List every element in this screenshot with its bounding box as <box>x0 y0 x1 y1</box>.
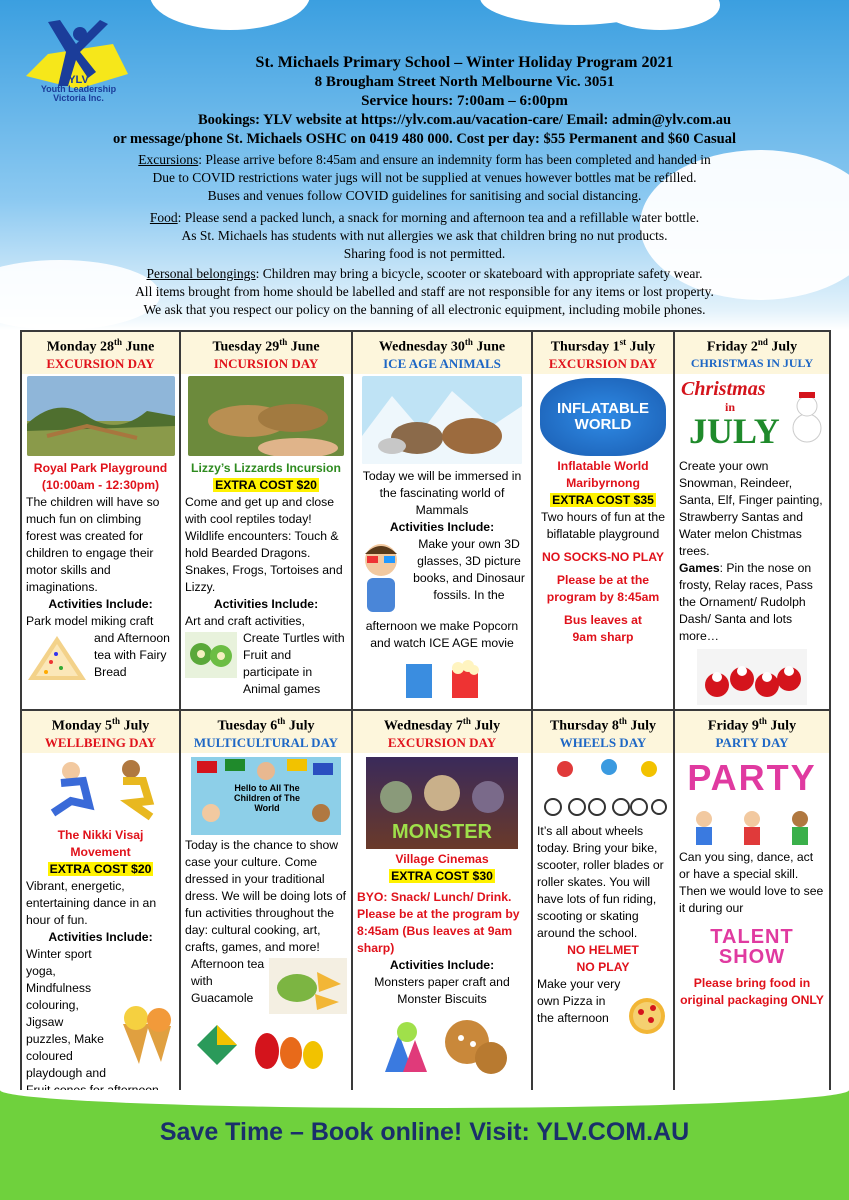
inflatable-world-logo: INFLATABLE WORLD <box>540 378 666 456</box>
footer-wave <box>0 1090 849 1108</box>
christmas-in-july-banner: Christmas in JULY <box>681 378 823 456</box>
day-cell-monday-5: Monday 5th July WELLBEING DAY The Nikki Visaj Movement EXTRA COST $20 Vibrant, energetic, entertaining dance in an hour of fun. Activities Include: Winter sport yoga, Mindfulness colouring, Jigsaw puzzles, Make coloured playdough and <box>21 710 180 1117</box>
bookings-line-2: or message/phone St. Michaels OSHC on 0419 480 000. Cost per day: $55 Permanent and $60 Casual <box>113 131 736 147</box>
guacamole-photo <box>269 958 347 1014</box>
day-header: Tuesday 6th July MULTICULTURAL DAY <box>181 711 351 753</box>
day-header: Friday 9th July PARTY DAY <box>675 711 829 753</box>
monster-crafts-photo <box>367 1012 517 1078</box>
snowman-icon <box>791 392 823 444</box>
monster-family-poster: MONSTER <box>366 757 518 849</box>
popcorn-soda-icon <box>392 656 492 702</box>
day-header: Monday 28th June EXCURSION DAY <box>22 332 179 374</box>
talent-show-logo: TALENT SHOW <box>710 925 794 968</box>
food-note: Food: Please send a packed lunch, a snack for morning and afternoon tea and a refillable water bottle. As St. Michaels has students with nut allergies we ask that children bring no nut products. Sharing food is not permitted. <box>149 210 700 261</box>
fairy-bread-icon <box>26 632 88 684</box>
excursions-note: Excursions: Please arrive before 8:45am and ensure an indemnity form has been completed and handed in Due to COVID restrictions water jugs will not be supplied at venues however bottles mat be refilled. Buses and venues follow COVID guidelines for sanitising and social distancing. <box>138 152 711 203</box>
day-header: Thursday 1st July EXCURSION DAY <box>533 332 673 374</box>
address: 8 Brougham Street North Melbourne Vic. 3051 <box>314 74 615 90</box>
day-cell-monday-28: Monday 28th June EXCURSION DAY Royal Park Playground (10:00am - 12:30pm) The children will have so much fun on climbing forest was created for children to engage their motor skills and imaginations. Activities Include: Park model miking craft and Afternoon tea with Fairy Bread <box>21 331 180 710</box>
fruit-cones-icon <box>113 994 175 1064</box>
ice-age-illustration <box>362 376 522 464</box>
book-online-link[interactable]: Save Time – Book online! Visit: YLV.COM.AU <box>159 1118 690 1146</box>
children-of-the-world-picture: Hello to All The Children of The World <box>191 757 341 835</box>
day-header: Thursday 8th July WHEELS DAY <box>533 711 673 753</box>
day-header: Tuesday 29th June INCURSION DAY <box>181 332 351 374</box>
kiwi-turtle-icon <box>185 632 237 678</box>
3d-glasses-kid-icon <box>357 538 405 616</box>
day-cell-wednesday-7: Wednesday 7th July EXCURSION DAY MONSTER Village Cinemas EXTRA COST $30 BYO: Snack/ Lunch/ Drink. Please be at the program by 8:45am (Bus leaves at 9am sharp) Activities Include: Monsters paper craft and Monster Biscuits <box>352 710 532 1117</box>
personal-belongings-note: Personal belongings: Children may bring a bicycle, scooter or skateboard with appropriate safety wear. All items brought from home should be labelled and staff are not responsible for any items or lost property. We ask that you respect our policy on the banning of all electronic equipment, including mobile phones. <box>135 266 714 317</box>
party-banner: PARTY <box>682 757 822 847</box>
day-header: Wednesday 30th June ICE AGE ANIMALS <box>353 332 531 374</box>
kids-on-bikes-illustration <box>539 755 667 819</box>
bearded-dragon-photo <box>188 376 344 456</box>
day-cell-friday-2: Friday 2nd July CHRISTMAS IN JULY Christmas in JULY Create your own Snowman, Reindeer, Santa, Elf, Finger painting, Strawberry Santas and Water melon Chistmas trees. Games: Pin the nose on frosty, Relay races, Pass the Ornament/ Rudolph Dash/ Santa and lots more… <box>674 331 830 710</box>
cloud-decoration <box>600 0 720 30</box>
playground-photo <box>27 376 175 456</box>
footer-banner <box>0 1090 849 1200</box>
program-calendar <box>20 330 831 1118</box>
day-cell-thursday-1: Thursday 1st July EXCURSION DAY INFLATABLE WORLD Inflatable World Maribyrnong EXTRA COST $35 Two hours of fun at the biflatable playground NO SOCKS-NO PLAY Please be at the program by 8:45am Bus leaves at 9am sharp <box>532 331 674 710</box>
day-header: Wednesday 7th July EXCURSION DAY <box>353 711 531 753</box>
cloud-decoration <box>150 0 310 30</box>
multicultural-crafts-icon <box>191 1021 341 1073</box>
day-cell-thursday-8: Thursday 8th July WHEELS DAY It’s all about wheels today. Bring your bike, scooter, roller blades or roller skates. You will have lots of fun riding, scooting or skating around the school. NO HELMET NO PLAY Make your very own Pizza in the afternoon <box>532 710 674 1117</box>
logo-text: YLV Youth Leadership Victoria Inc. <box>40 74 117 103</box>
day-cell-friday-9: Friday 9th July PARTY DAY PARTY Can you sing, dance, act or have a special skill. Then we would love to see it during our TALENT SHOW Please bring food in original packaging ONLY <box>674 710 830 1117</box>
day-cell-wednesday-30: Wednesday 30th June ICE AGE ANIMALS Today we will be immersed in the fascinating world of Mammals Activities Include: Make your own 3D glasses, 3D picture books, and Dinosaur fossils. In the afternoon we make Popcorn and watch ICE AGE movie <box>352 331 532 710</box>
bookings-line-1: Bookings: YLV website at https://ylv.com.au/vacation-care/ Email: admin@ylv.com.au <box>197 112 732 128</box>
day-header: Monday 5th July WELLBEING DAY <box>22 711 179 753</box>
strawberry-santas-photo <box>697 649 807 705</box>
day-header: Friday 2nd July CHRISTMAS IN JULY <box>675 332 829 374</box>
dancers-illustration <box>31 755 171 823</box>
day-cell-tuesday-29: Tuesday 29th June INCURSION DAY Lizzy’s Lizzards Incursion EXTRA COST $20 Come and get up and close with cool reptiles today! Wildlife encounters: Touch & hold Bearded Dragons. Snakes, Frogs, Tortoises and Lizzy. Activities Include: Art and craft activities, Create Turtles with Fruit and participate in Animal games <box>180 331 352 710</box>
program-title: St. Michaels Primary School – Winter Holiday Program 2021 <box>255 54 674 71</box>
pizza-icon <box>625 994 669 1038</box>
service-hours: Service hours: 7:00am – 6:00pm <box>361 93 568 109</box>
day-cell-tuesday-6: Tuesday 6th July MULTICULTURAL DAY Hello to All The Children of The World Today is the chance to show case your culture. Come dressed in your traditional dress. We will be doing lots of fun activities throughout the day: cultural cooking, art, crafts, games, and more! Afternoon tea with Guacamole <box>180 710 352 1117</box>
